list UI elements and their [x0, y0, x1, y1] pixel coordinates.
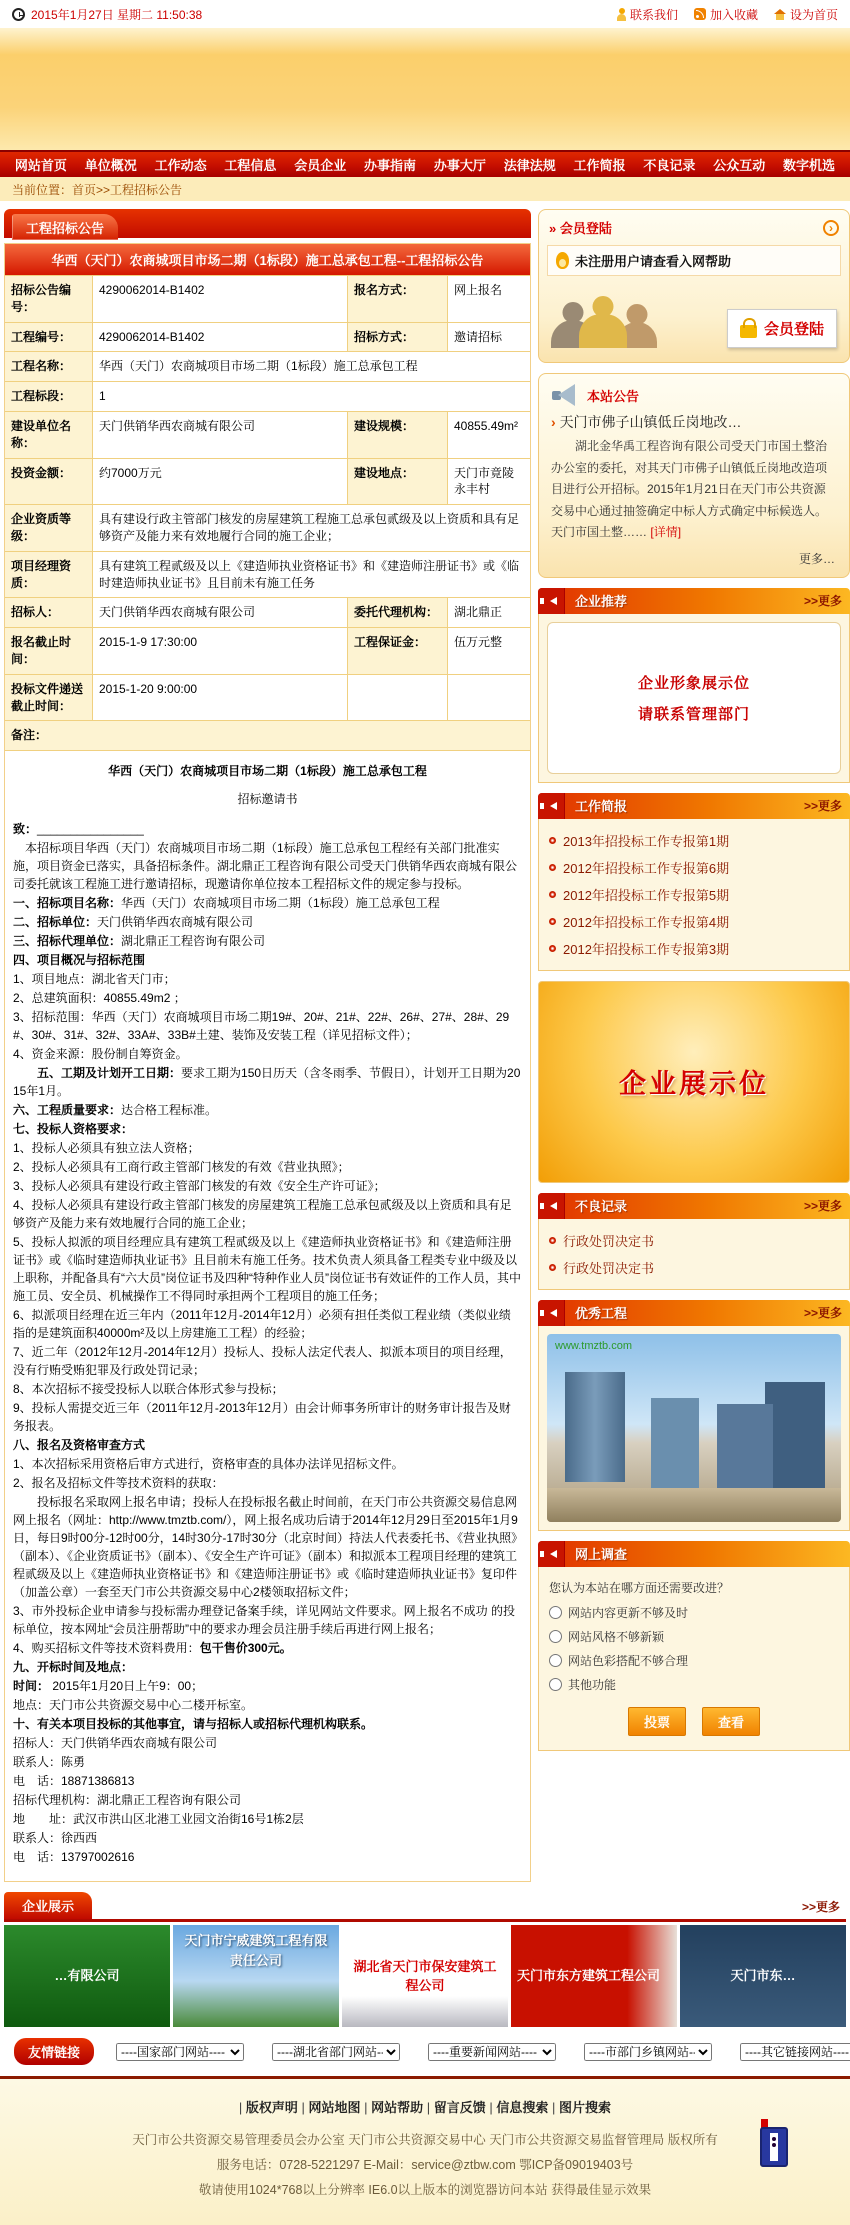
field-value: 天门供销华西农商城有限公司	[93, 412, 348, 458]
friend-links-label: 友情链接	[14, 2038, 94, 2065]
body-line	[13, 820, 522, 838]
body-line-bold: 十、有关本项目投标的其他事宜，请与招标人或招标代理机构联系。	[13, 1717, 374, 1732]
site-banner-image	[0, 28, 850, 150]
field-label: 企业资质等级：	[5, 505, 93, 551]
register-help-link[interactable]	[547, 245, 841, 276]
body-line	[13, 932, 522, 950]
field-value: 具有建设行政主管部门核发的房屋建筑工程施工总承包贰级及以上资质和具有足够资产及能力来有效地履行合同的施工企业；	[93, 505, 530, 551]
body-line	[13, 1158, 522, 1176]
body-line	[13, 1177, 522, 1195]
body-line-bold: 四、项目概况与招标范围	[13, 953, 146, 968]
body-line	[13, 1639, 522, 1657]
table-row	[5, 627, 530, 674]
poll-option[interactable]	[549, 1652, 839, 1669]
report-item-link[interactable]	[547, 935, 841, 962]
body-line	[13, 1696, 522, 1714]
arrow-circle-icon[interactable]	[823, 220, 839, 236]
rss-icon	[694, 8, 706, 20]
body-line-bold: 六、工程质量要求：	[13, 1103, 122, 1118]
body-line	[13, 762, 522, 780]
friend-link-select[interactable]	[272, 2043, 400, 2061]
body-line	[13, 1791, 522, 1809]
field-label	[348, 675, 448, 721]
field-value: 2015-1-20 9:00:00	[93, 675, 348, 721]
excellent-projects-section	[538, 1300, 850, 1531]
friend-link-select[interactable]	[584, 2043, 712, 2061]
poll-option-label: 网站内容更新不够及时	[568, 1605, 689, 1620]
sidebar	[538, 209, 850, 1761]
field-value: 网上报名	[448, 276, 530, 322]
showcase-banner[interactable]	[680, 1925, 846, 2027]
body-line-text: 1、本次招标采用资格后审方式进行，资格审查的具体办法详见招标文件。	[13, 1457, 404, 1472]
field-label: 工程保证金：	[348, 628, 448, 674]
nav-item[interactable]: 工作动态	[154, 158, 207, 173]
table-row	[5, 674, 530, 721]
field-value: 天门供销华西农商城有限公司	[93, 598, 348, 627]
poll-radio[interactable]	[549, 1654, 562, 1667]
poll-options	[547, 1604, 841, 1693]
footer-link[interactable]: | 信息搜索	[486, 2100, 549, 2115]
people-illustration	[551, 284, 661, 348]
table-row	[5, 381, 530, 411]
field-label: 招标公告编号：	[5, 276, 93, 322]
browser-notice-line: 敬请使用1024*768以上分辨率 IE6.0以上版本的浏览器访问本站 获得最佳显示效果	[198, 2183, 652, 2198]
body-line	[13, 1753, 522, 1771]
nav-item[interactable]: 单位概况	[84, 158, 137, 173]
member-login-box	[538, 209, 850, 363]
body-line-text: 投标报名采取网上报名申请；投标人在投标报名截止时间前，在天门市公共资源交易信息网网上报名（网址：http://www.tmztb.com/），网上报名成功后请于2014年12月29日至2015年1月9日，每日9时00分-12时00分，14时30分-17时30分（北京时间）持法人代表委托书、《营业执照》（副本）、《企业资质证书》（副本）、《安全生产许可证》（副本）和拟派本工程项目经理的建筑工程贰级及以上《建造师执业资格证书》和《建造师注册证书》或《临时建造师执业证书》复印件（加盖公章）一套至天门市公共资源交易中心2楼领取招标文件；	[13, 1495, 518, 1600]
body-line	[13, 839, 522, 893]
report-item-link[interactable]	[547, 908, 841, 935]
body-line-text: 招标代理机构：湖北鼎正工程咨询有限公司	[13, 1793, 242, 1808]
poll-option[interactable]	[549, 1604, 839, 1621]
footer-link[interactable]: | 图片搜索	[548, 2100, 611, 2115]
body-line-text: 4、资金来源：股份制自筹资金。	[13, 1047, 188, 1062]
field-value: 华西（天门）农商城项目市场二期（1标段）施工总承包工程	[93, 352, 530, 381]
body-line-text: 1、投标人必须具有独立法人资格；	[13, 1141, 200, 1156]
nav-item[interactable]: 网站首页	[14, 158, 67, 173]
field-label: 委托代理机构：	[348, 598, 448, 627]
poll-vote-button[interactable]: 投票	[628, 1707, 686, 1736]
home-icon	[774, 9, 786, 20]
report-item-label: 2012年招投标工作专报第3期	[563, 941, 730, 957]
bad-record-link[interactable]	[547, 1254, 841, 1281]
promo-section	[538, 588, 850, 783]
field-value: 1	[93, 382, 530, 411]
image-watermark: www.tmztb.com	[555, 1339, 633, 1352]
body-line-bold: 七、投标人资格要求：	[13, 1122, 134, 1137]
police-badge-icon[interactable]	[756, 2123, 792, 2171]
footer-links	[0, 2097, 850, 2116]
body-line-text: 地 址：武汉市洪山区北港工业园文治街16号1栋2层	[13, 1812, 304, 1827]
promo-line1: 企业形象展示位	[637, 674, 750, 692]
body-line	[13, 1045, 522, 1063]
report-item-link[interactable]	[547, 854, 841, 881]
work-reports-list	[547, 827, 841, 962]
body-line-text: 8、本次招标不接受投标人以联合体形式参与投标；	[13, 1382, 284, 1397]
field-label: 建设单位名称：	[5, 412, 93, 458]
body-line-bold: 二、招标单位：	[13, 915, 98, 930]
body-line	[13, 1343, 522, 1379]
announcement-table	[5, 275, 530, 750]
field-label: 招标方式：	[348, 323, 448, 352]
work-reports-section	[538, 793, 850, 971]
poll-radio[interactable]	[549, 1678, 562, 1691]
content-column	[4, 209, 531, 1882]
table-row	[5, 322, 530, 352]
body-line	[13, 1436, 522, 1454]
person-figure	[579, 314, 627, 348]
body-line-text: 6、拟派项目经理在近三年内（2011年12月-2014年12月）必须有担任类似工程业绩（类似业绩指的是建筑面积40000m²及以上房建施工工程）的经验；	[13, 1308, 511, 1341]
body-line	[13, 1455, 522, 1473]
body-line-text: 华西（天门）农商城项目市场二期（1标段）施工总承包工程	[121, 896, 440, 911]
poll-option[interactable]	[549, 1628, 839, 1645]
site-notice-title: 本站公告	[587, 388, 640, 404]
body-line-bold: 致：	[13, 822, 38, 837]
body-line	[13, 989, 522, 1007]
lock-icon	[740, 325, 757, 338]
footer-link[interactable]: | 版权声明	[239, 2100, 298, 2115]
body-line	[13, 1139, 522, 1157]
footer	[0, 2076, 850, 2225]
speaker-icon	[538, 588, 565, 614]
enterprise-showcase	[0, 1892, 850, 2027]
bullet-icon	[549, 918, 556, 925]
field-value: 具有建筑工程贰级及以上《建造师执业资格证书》和《建造师注册证书》或《临时建造师执业证书》且目前未有施工任务	[93, 552, 530, 598]
body-line	[13, 1380, 522, 1398]
field-value: 4290062014-B1402	[93, 276, 348, 322]
field-value: 4290062014-B1402	[93, 323, 348, 352]
body-line-bold: 一、招标项目名称：	[13, 896, 122, 911]
register-help-label: 未注册用户请查看入网帮助	[575, 254, 732, 269]
body-line-text: ________________	[37, 822, 144, 837]
showcase-more-link[interactable]: >>更多	[801, 1900, 840, 1915]
body-line-text: 要求工期为150日历天（含冬雨季、节假日），计划开工日期为2015年1月。	[13, 1066, 521, 1099]
table-row	[5, 597, 530, 627]
field-value: 伍万元整	[448, 628, 530, 674]
body-line-text: 5、投标人拟派的项目经理应具有建筑工程贰级及以上《建造师执业资格证书》和《建造师注册证书》或《临时建造师执业证书》且目前未有施工任务。技术负责人须具备工程类专业中级及以上职称，并配备具有“六大员”岗位证书及四种“特种作业人员”岗位证书有效证件的工作人员，其中施工员、安全员、机械操作工不得同时承担两个工程项目的施工任务；	[13, 1235, 521, 1304]
speaker-icon	[538, 1193, 565, 1219]
showcase-banner[interactable]	[173, 1925, 339, 2027]
body-line-bold: 八、报名及资格审查方式	[13, 1438, 146, 1453]
bad-records-section	[538, 1193, 850, 1290]
promo-more-link[interactable]: >>更多	[803, 594, 842, 609]
content-section-header	[4, 209, 531, 238]
body-line-text: 2015年1月20日上午9：00；	[49, 1679, 204, 1694]
body-line	[13, 1734, 522, 1752]
field-label: 投资金额：	[5, 459, 93, 505]
body-line-bold: 华西（天门）农商城项目市场二期（1标段）施工总承包工程	[108, 764, 427, 779]
body-line-text: 4、购买招标文件等技术资料费用：	[13, 1641, 200, 1656]
report-item-label: 2012年招投标工作专报第4期	[563, 914, 730, 930]
announcement-title: 华西（天门）农商城项目市场二期（1标段）施工总承包工程--工程招标公告	[5, 244, 530, 275]
showcase-banner-label: 天门市宁威建筑工程有限责任公司	[184, 1933, 328, 1968]
report-item-label: 2012年招投标工作专报第6期	[563, 860, 730, 876]
add-favorite-link[interactable]	[694, 6, 758, 23]
breadcrumb-text: 当前位置：首页>>工程招标公告	[12, 182, 183, 197]
body-line-text: 7、近二年（2012年12月-2014年12月）投标人、投标人法定代表人、拟派本项目的项目经理，没有行贿受贿犯罪及行政处罚记录；	[13, 1345, 512, 1378]
showcase-banner-strip	[4, 1925, 846, 2027]
footer-link[interactable]: | 留言反馈	[423, 2100, 486, 2115]
poll-radio[interactable]	[549, 1630, 562, 1643]
excellent-more-link[interactable]: >>更多	[803, 1306, 842, 1321]
showcase-banner[interactable]	[342, 1925, 508, 2027]
body-line-text: 电 话：13797002616	[13, 1850, 135, 1865]
body-line-text: 达合格工程标准。	[121, 1103, 218, 1118]
field-label: 投标文件递送截止时间：	[5, 675, 93, 721]
poll-question: 您认为本站在哪方面还需要改进？	[549, 1580, 730, 1595]
poll-option[interactable]	[549, 1676, 839, 1693]
member-login-button[interactable]	[727, 309, 837, 348]
body-line	[13, 1658, 522, 1676]
body-line-bold: 九、开标时间及地点：	[13, 1660, 134, 1675]
field-value: 邀请招标	[448, 323, 530, 352]
showcase-banner-label: …有限公司	[54, 1968, 120, 1984]
clock-icon	[12, 8, 25, 21]
poll-option-label: 网站色彩搭配不够合理	[568, 1653, 689, 1668]
body-line-bold-suffix: 包干售价300元。	[199, 1641, 292, 1656]
main-area	[0, 203, 850, 1892]
body-line	[13, 951, 522, 969]
bullet-icon	[549, 1237, 556, 1244]
body-line-bold: 五、工期及计划开工日期：	[13, 1066, 182, 1081]
body-line	[13, 913, 522, 931]
report-item-link[interactable]	[547, 827, 841, 854]
body-line	[13, 894, 522, 912]
body-line	[13, 1474, 522, 1492]
nav-item[interactable]: 办事大厅	[433, 158, 486, 173]
field-label: 项目经理资质：	[5, 552, 93, 598]
body-line-text: 2、投标人必须具有工商行政主管部门核发的有效《营业执照》；	[13, 1160, 350, 1175]
field-label: 招标人：	[5, 598, 93, 627]
add-favorite-label: 加入收藏	[709, 7, 758, 22]
body-line	[13, 790, 522, 808]
field-label: 建设规模：	[348, 412, 448, 458]
body-line-text: 地点：天门市公共资源交易中心二楼开标室。	[13, 1698, 254, 1713]
showcase-banner-label: 天门市东方建筑工程公司	[517, 1968, 661, 1984]
body-line	[13, 1008, 522, 1044]
bullet-icon	[549, 837, 556, 844]
site-notice-box	[538, 373, 850, 578]
qq-person-icon	[556, 252, 569, 269]
tab-bid-announcement[interactable]: 工程招标公告	[12, 214, 118, 240]
body-line	[13, 1101, 522, 1119]
field-value	[448, 675, 530, 721]
megaphone-icon	[551, 384, 579, 406]
body-line-text: 3、招标范围：华西（天门）农商城项目市场二期19#、20#、21#、22#、26#、27#、28#、29#、30#、31#、32#、33A#、33B#土建、装饰及安装工程（详见招标文件）；	[13, 1010, 510, 1043]
copyright-line: 天门市公共资源交易管理委员会办公室 天门市公共资源交易中心 天门市公共资源交易监督管理局 版权所有	[132, 2133, 718, 2148]
table-row	[5, 351, 530, 381]
field-label: 报名方式：	[348, 276, 448, 322]
speaker-icon	[538, 1300, 565, 1326]
poll-view-button[interactable]: 查看	[702, 1707, 760, 1736]
body-line-text: 1、项目地点：湖北省天门市；	[13, 972, 176, 987]
field-label: 建设地点：	[348, 459, 448, 505]
showcase-banner-label: 天门市东…	[730, 1968, 796, 1984]
nav-item[interactable]: 公众互动	[713, 158, 766, 173]
promo-section-title: 企业推荐	[575, 594, 628, 610]
body-line	[13, 1715, 522, 1733]
table-row	[5, 504, 530, 551]
field-label: 工程名称：	[5, 352, 93, 381]
body-line-text: 3、市外投标企业申请参与投标需办理登记备案手续，详见网站文件要求。网上报名不成功 的投标单位，按本网址“会员注册帮助”中的要求办理会员注册手续后再进行网上报名；	[13, 1604, 516, 1637]
table-row	[5, 275, 530, 322]
nav-item[interactable]: 数字机选	[783, 158, 836, 173]
report-item-label: 2012年招投标工作专报第5期	[563, 887, 730, 903]
body-line-text: 联系人：陈勇	[13, 1755, 86, 1770]
field-label: 报名截止时间：	[5, 628, 93, 674]
enterprise-ad-banner[interactable]	[538, 981, 850, 1183]
body-line	[13, 1848, 522, 1866]
nav-item[interactable]: 工作简报	[573, 158, 626, 173]
notice-more-link[interactable]: 更多…	[798, 551, 835, 566]
table-row	[5, 551, 530, 598]
announcement-box	[4, 243, 531, 1882]
bad-records-list	[547, 1227, 841, 1281]
topbar	[0, 0, 850, 28]
showcase-banner-label: 湖北省天门市保安建筑工程公司	[353, 1958, 497, 1994]
field-label: 工程编号：	[5, 323, 93, 352]
contact-us-label: 联系我们	[629, 7, 678, 22]
speaker-icon	[538, 1541, 565, 1567]
table-row	[5, 411, 530, 458]
nav-item[interactable]: 办事指南	[364, 158, 417, 173]
report-item-link[interactable]	[547, 881, 841, 908]
poll-option-label: 网站风格不够新颖	[568, 1629, 665, 1644]
set-homepage-label: 设为首页	[789, 7, 838, 22]
enterprise-ad-text: 企业展示位	[619, 1069, 769, 1100]
bullet-icon	[549, 864, 556, 871]
current-datetime: 2015年1月27日 星期二 11:50:38	[31, 7, 203, 22]
excellent-projects-title: 优秀工程	[575, 1306, 628, 1322]
contact-us-link[interactable]	[617, 6, 678, 23]
body-line-text: 2、报名及招标文件等技术资料的获取：	[13, 1476, 224, 1491]
body-line-text: 9、投标人需提交近三年（2011年12月-2013年12月）由会计师事务所审计的财务审计报告及财务报表。	[13, 1401, 511, 1434]
body-line-text: 招标人：天门供销华西农商城有限公司	[13, 1736, 218, 1751]
showcase-tab[interactable]: 企业展示	[4, 1892, 92, 1919]
poll-radio[interactable]	[549, 1606, 562, 1619]
body-line-text: 天门供销华西农商城有限公司	[97, 915, 254, 930]
field-value: 40855.49m²	[448, 412, 530, 458]
body-line-text: 2、总建筑面积：40855.49m2 ；	[13, 991, 186, 1006]
body-line	[13, 1233, 522, 1305]
table-row	[5, 720, 530, 750]
bad-records-title: 不良记录	[575, 1199, 628, 1215]
announcement-body	[5, 750, 530, 1881]
field-value: 2015-1-9 17:30:00	[93, 628, 348, 674]
work-reports-more-link[interactable]: >>更多	[803, 799, 842, 814]
footer-link[interactable]: | 网站地图	[298, 2100, 361, 2115]
person-icon	[617, 8, 626, 21]
speaker-icon	[538, 793, 565, 819]
table-row	[5, 458, 530, 505]
body-line	[13, 1196, 522, 1232]
nav-item[interactable]: 工程信息	[224, 158, 277, 173]
field-value: 湖北鼎正	[448, 598, 530, 627]
friend-link-select[interactable]	[116, 2043, 244, 2061]
friend-link-select[interactable]	[740, 2043, 850, 2061]
body-line	[13, 1602, 522, 1638]
bad-records-more-link[interactable]: >>更多	[803, 1199, 842, 1214]
body-line-text: 湖北鼎正工程咨询有限公司	[121, 934, 266, 949]
notice-body-text: 湖北金华禹工程咨询有限公司受天门市国土整治办公室的委托，对其天门市佛子山镇低丘岗地改造项目进行公开招标。2015年1月21日在天门市公共资源交易中心通过抽签确定中标人方式确定中标候选人。天门市国土整……	[551, 439, 828, 540]
member-login-button-label: 会员登陆	[763, 321, 824, 338]
field-label: 备注：	[5, 721, 530, 750]
body-line-bold: 时间：	[13, 1679, 50, 1694]
friend-links-selects	[116, 2043, 850, 2061]
body-line-text: 电 话：18871386813	[13, 1774, 135, 1789]
bad-record-link[interactable]	[547, 1227, 841, 1254]
body-line	[13, 1120, 522, 1138]
nav-item[interactable]: 法律法规	[503, 158, 556, 173]
body-line	[13, 1810, 522, 1828]
poll-title: 网上调查	[575, 1547, 628, 1563]
body-line	[13, 1306, 522, 1342]
excellent-project-image[interactable]	[547, 1334, 841, 1522]
body-line-text: 本招标项目华西（天门）农商城项目市场二期（1标段）施工总承包工程经有关部门批准实施，项目资金已落实，具备招标条件。湖北鼎正工程咨询有限公司受天门供销华西农商城有限公司委托就该工程施工进行邀请招标，现邀请你单位按本工程招标文件的规定参与投标。	[13, 841, 518, 892]
service-phone-line: 服务电话：0728-5221297 E-Mail：service@ztbw.com 鄂ICP备09019403号	[216, 2158, 634, 2173]
friend-link-select[interactable]	[428, 2043, 556, 2061]
notice-item-link[interactable]: › 天门市佛子山镇低丘岗地改…	[539, 410, 849, 434]
showcase-banner[interactable]	[4, 1925, 170, 2027]
work-reports-title: 工作简报	[575, 799, 628, 815]
body-line	[13, 1493, 522, 1601]
set-homepage-link[interactable]	[774, 6, 838, 23]
body-line	[13, 1772, 522, 1790]
body-line	[13, 1677, 522, 1695]
bad-record-label: 行政处罚决定书	[563, 1260, 655, 1276]
nav-item[interactable]: 会员企业	[294, 158, 347, 173]
bullet-icon	[549, 945, 556, 952]
promo-placeholder[interactable]	[547, 622, 841, 774]
friend-links-bar	[0, 2027, 850, 2076]
body-line-text: 联系人：徐西西	[13, 1831, 98, 1846]
poll-option-label: 其他功能	[568, 1677, 617, 1692]
body-line	[13, 970, 522, 988]
field-label: 工程标段：	[5, 382, 93, 411]
showcase-banner[interactable]	[511, 1925, 677, 2027]
breadcrumb	[0, 177, 850, 203]
body-line-bold: 三、招标代理单位：	[13, 934, 122, 949]
field-value: 约7000万元	[93, 459, 348, 505]
bullet-icon	[549, 891, 556, 898]
nav-item[interactable]: 不良记录	[643, 158, 696, 173]
bad-record-label: 行政处罚决定书	[563, 1233, 655, 1249]
bullet-icon	[549, 1264, 556, 1271]
report-item-label: 2013年招投标工作专报第1期	[563, 833, 730, 849]
notice-body	[539, 434, 849, 546]
promo-line2: 请联系管理部门	[637, 705, 750, 723]
main-nav	[0, 150, 850, 177]
body-line	[13, 1829, 522, 1847]
field-value: 天门市竟陵永丰村	[448, 459, 530, 505]
footer-link[interactable]: | 网站帮助	[361, 2100, 424, 2115]
body-line	[13, 1064, 522, 1100]
notice-detail-link[interactable]: [详情]	[650, 525, 682, 540]
online-poll-section	[538, 1541, 850, 1751]
member-login-title: » 会员登陆	[549, 218, 612, 237]
body-line-text: 3、投标人必须具有建设行政主管部门核发的有效《安全生产许可证》；	[13, 1179, 386, 1194]
body-line-text: 4、投标人必须具有建设行政主管部门核发的房屋建筑工程施工总承包贰级及以上资质和具有足够资产及能力来有效地履行合同的施工企业；	[13, 1198, 512, 1231]
body-line	[13, 1399, 522, 1435]
body-line-text: 招标邀请书	[237, 792, 298, 807]
